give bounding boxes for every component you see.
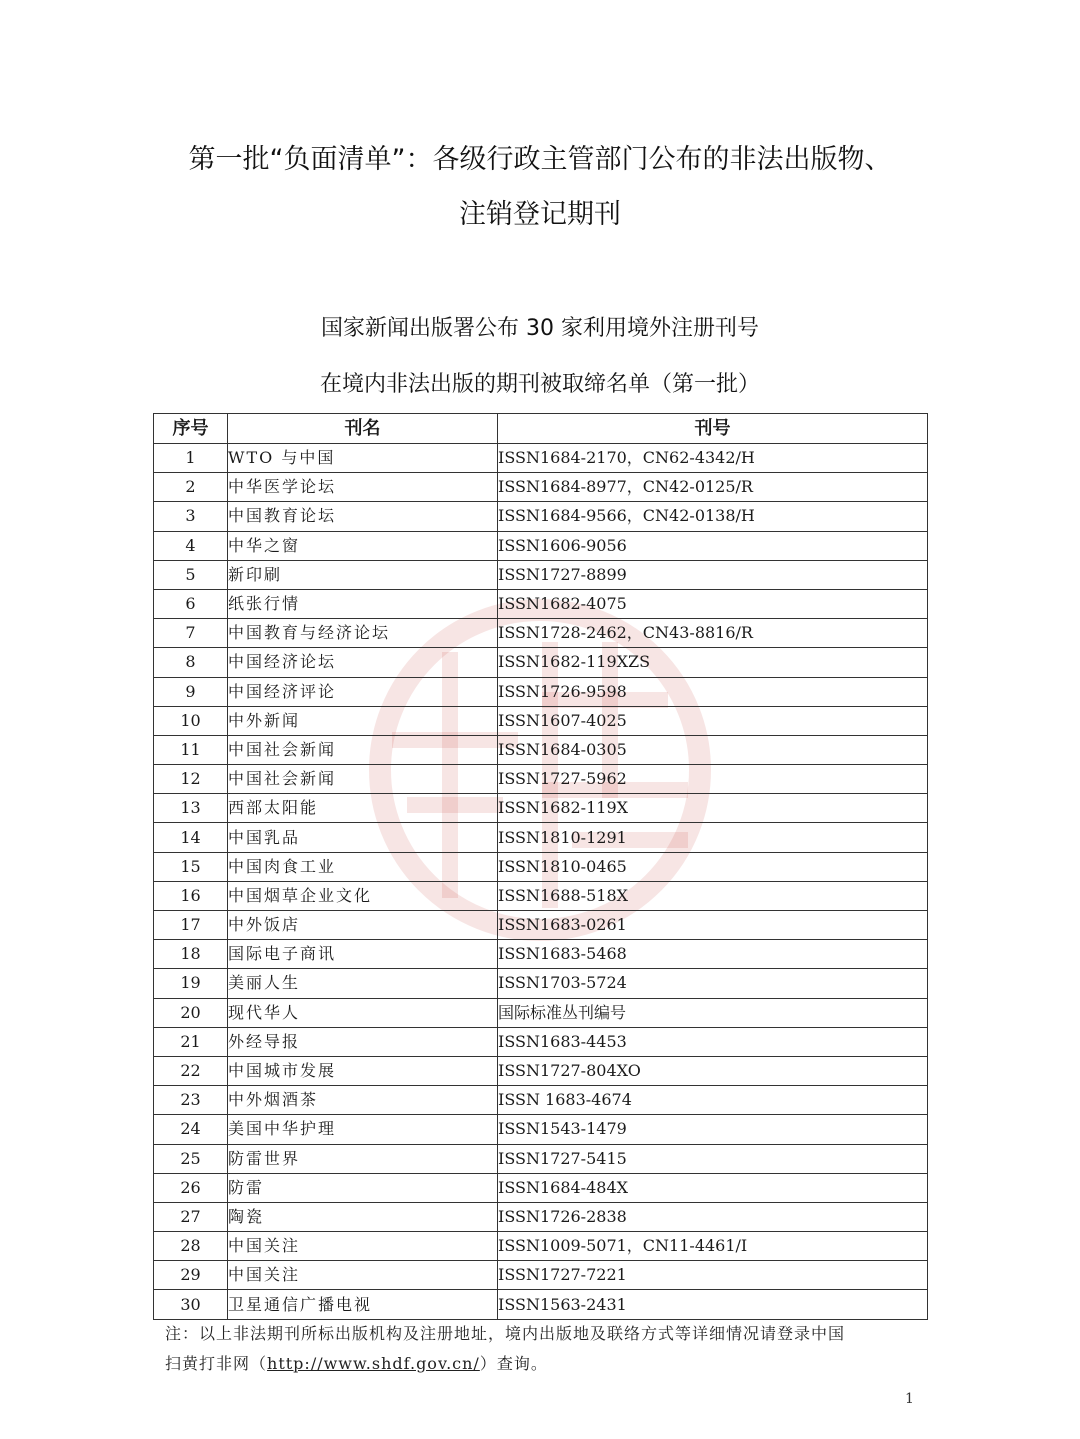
row-journal-name: 中国城市发展 [228, 1056, 498, 1085]
row-serial-number: 13 [154, 794, 228, 823]
row-issn: ISSN1727-8899 [498, 560, 928, 589]
row-issn: ISSN 1683-4674 [498, 1086, 928, 1115]
row-serial-number: 9 [154, 677, 228, 706]
row-serial-number: 3 [154, 502, 228, 531]
row-serial-number: 18 [154, 940, 228, 969]
row-issn: ISSN1810-0465 [498, 852, 928, 881]
table-row [154, 531, 928, 560]
table-row [154, 940, 928, 969]
row-journal-name: 中国关注 [228, 1232, 498, 1261]
row-journal-name: 外经导报 [228, 1027, 498, 1056]
row-serial-number: 24 [154, 1115, 228, 1144]
row-serial-number: 30 [154, 1290, 228, 1319]
row-journal-name: 中国经济评论 [228, 677, 498, 706]
table-row [154, 735, 928, 764]
row-issn: ISSN1688-518X [498, 881, 928, 910]
document-title-line-1: 第一批“负面清单”：各级行政主管部门公布的非法出版物、 [188, 144, 892, 175]
row-serial-number: 17 [154, 911, 228, 940]
row-journal-name: 防雷世界 [228, 1144, 498, 1173]
row-serial-number: 25 [154, 1144, 228, 1173]
page-number: 1 [905, 1391, 914, 1407]
table-row [154, 560, 928, 589]
table-row [154, 589, 928, 618]
footnote-line-2 [165, 1353, 925, 1375]
row-journal-name: 纸张行情 [228, 589, 498, 618]
row-journal-name: 中国教育与经济论坛 [228, 619, 498, 648]
row-journal-name: 西部太阳能 [228, 794, 498, 823]
table-row [154, 706, 928, 735]
row-journal-name: 中国肉食工业 [228, 852, 498, 881]
row-journal-name: 中外新闻 [228, 706, 498, 735]
row-issn: ISSN1684-0305 [498, 735, 928, 764]
row-issn: ISSN1543-1479 [498, 1115, 928, 1144]
row-serial-number: 11 [154, 735, 228, 764]
row-serial-number: 7 [154, 619, 228, 648]
row-serial-number: 6 [154, 589, 228, 618]
row-issn: ISSN1009-5071，CN11-4461/I [498, 1232, 928, 1261]
table-row [154, 969, 928, 998]
table-row [154, 1202, 928, 1231]
row-issn: ISSN1683-5468 [498, 940, 928, 969]
row-serial-number: 19 [154, 969, 228, 998]
row-issn: ISSN1810-1291 [498, 823, 928, 852]
table-row [154, 1261, 928, 1290]
row-journal-name: 美丽人生 [228, 969, 498, 998]
row-serial-number: 8 [154, 648, 228, 677]
table-row [154, 1086, 928, 1115]
row-issn: ISSN1727-5962 [498, 765, 928, 794]
row-journal-name: 中国社会新闻 [228, 735, 498, 764]
table-row [154, 823, 928, 852]
document-title-line-2: 注销登记期刊 [459, 199, 621, 230]
row-serial-number: 16 [154, 881, 228, 910]
row-journal-name: 美国中华护理 [228, 1115, 498, 1144]
row-journal-name: 中华医学论坛 [228, 473, 498, 502]
table-row [154, 473, 928, 502]
table-row [154, 502, 928, 531]
row-issn: ISSN1606-9056 [498, 531, 928, 560]
table-row [154, 1056, 928, 1085]
row-issn: ISSN1682-119XZS [498, 648, 928, 677]
row-issn: ISSN1563-2431 [498, 1290, 928, 1319]
row-journal-name: 国际电子商讯 [228, 940, 498, 969]
table-row [154, 998, 928, 1027]
row-issn: ISSN1684-2170，CN62-4342/H [498, 444, 928, 473]
table-row [154, 619, 928, 648]
row-serial-number: 23 [154, 1086, 228, 1115]
row-serial-number: 20 [154, 998, 228, 1027]
footnote-line-1: 注：以上非法期刊所标出版机构及注册地址，境内出版地及联络方式等详细情况请登录中国 [165, 1324, 846, 1343]
row-journal-name: 陶瓷 [228, 1202, 498, 1231]
header-issn: 刊号 [498, 414, 928, 444]
row-issn: ISSN1726-9598 [498, 677, 928, 706]
row-issn: ISSN1726-2838 [498, 1202, 928, 1231]
row-journal-name: 卫星通信广播电视 [228, 1290, 498, 1319]
table-row [154, 881, 928, 910]
table-header-row [154, 414, 928, 444]
row-issn: ISSN1728-2462，CN43-8816/R [498, 619, 928, 648]
row-serial-number: 28 [154, 1232, 228, 1261]
row-journal-name: 现代华人 [228, 998, 498, 1027]
footnote-prefix: 扫黄打非网（ [165, 1354, 268, 1373]
table-row [154, 1232, 928, 1261]
row-serial-number: 1 [154, 444, 228, 473]
row-journal-name: 中国教育论坛 [228, 502, 498, 531]
header-serial-number: 序号 [154, 414, 228, 444]
row-journal-name: 中外饭店 [228, 911, 498, 940]
row-serial-number: 14 [154, 823, 228, 852]
row-issn: ISSN1683-4453 [498, 1027, 928, 1056]
table-row [154, 911, 928, 940]
table-subtitle-line-1: 国家新闻出版署公布 30 家利用境外注册刊号 [321, 316, 759, 341]
table-row [154, 794, 928, 823]
row-serial-number: 21 [154, 1027, 228, 1056]
row-journal-name: 新印刷 [228, 560, 498, 589]
row-issn: ISSN1684-8977，CN42-0125/R [498, 473, 928, 502]
table-row [154, 1115, 928, 1144]
row-journal-name: 中国乳品 [228, 823, 498, 852]
table-row [154, 765, 928, 794]
row-serial-number: 10 [154, 706, 228, 735]
row-serial-number: 22 [154, 1056, 228, 1085]
row-issn: ISSN1727-804XO [498, 1056, 928, 1085]
row-issn: ISSN1682-4075 [498, 589, 928, 618]
row-journal-name: 中外烟酒茶 [228, 1086, 498, 1115]
table-subtitle-line-2: 在境内非法出版的期刊被取缔名单（第一批） [319, 372, 760, 397]
table-row [154, 1290, 928, 1319]
row-issn: 国际标准丛刊编号 [498, 998, 928, 1027]
row-journal-name: 中国烟草企业文化 [228, 881, 498, 910]
row-issn: ISSN1607-4025 [498, 706, 928, 735]
row-serial-number: 2 [154, 473, 228, 502]
journal-list-table [153, 413, 928, 1320]
table-row [154, 648, 928, 677]
table-row [154, 1144, 928, 1173]
row-journal-name: WTO 与中国 [228, 444, 498, 473]
footnote-suffix: ）查询。 [479, 1354, 548, 1373]
row-serial-number: 15 [154, 852, 228, 881]
header-journal-name: 刊名 [228, 414, 498, 444]
row-journal-name: 中国经济论坛 [228, 648, 498, 677]
row-serial-number: 12 [154, 765, 228, 794]
row-serial-number: 4 [154, 531, 228, 560]
shdf-website-link[interactable]: http://www.shdf.gov.cn/ [267, 1354, 480, 1373]
row-issn: ISSN1727-7221 [498, 1261, 928, 1290]
table-row [154, 852, 928, 881]
row-issn: ISSN1703-5724 [498, 969, 928, 998]
row-serial-number: 27 [154, 1202, 228, 1231]
row-serial-number: 29 [154, 1261, 228, 1290]
table-row [154, 1027, 928, 1056]
table-row [154, 444, 928, 473]
row-journal-name: 防雷 [228, 1173, 498, 1202]
table-row [154, 1173, 928, 1202]
row-serial-number: 5 [154, 560, 228, 589]
row-issn: ISSN1683-0261 [498, 911, 928, 940]
row-issn: ISSN1684-484X [498, 1173, 928, 1202]
table-row [154, 677, 928, 706]
row-journal-name: 中华之窗 [228, 531, 498, 560]
row-issn: ISSN1727-5415 [498, 1144, 928, 1173]
row-journal-name: 中国社会新闻 [228, 765, 498, 794]
row-journal-name: 中国关注 [228, 1261, 498, 1290]
row-serial-number: 26 [154, 1173, 228, 1202]
row-issn: ISSN1684-9566，CN42-0138/H [498, 502, 928, 531]
row-issn: ISSN1682-119X [498, 794, 928, 823]
